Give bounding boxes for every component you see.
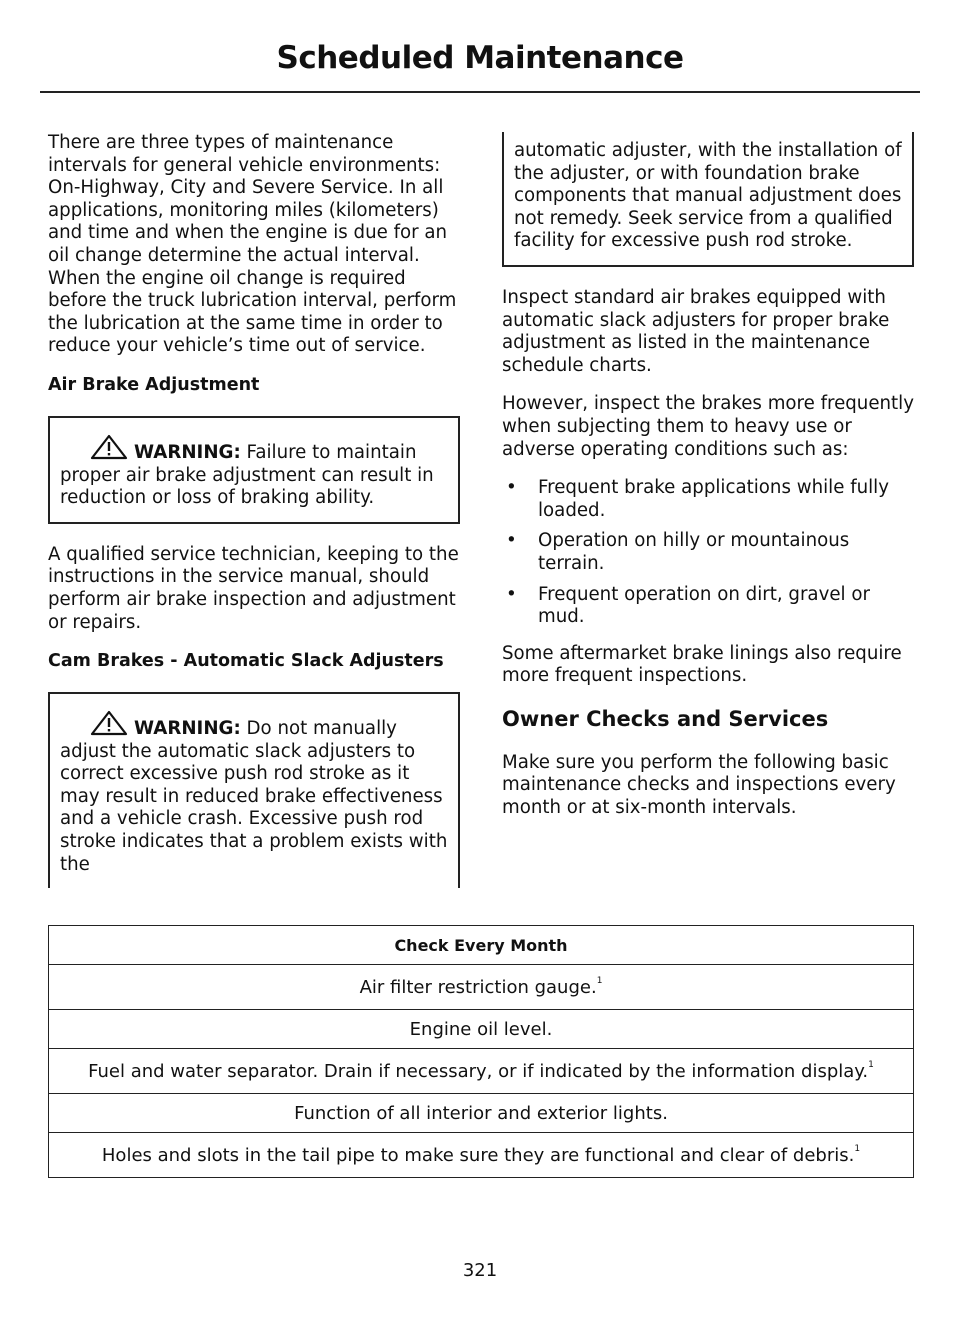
bullet-icon: • — [506, 477, 517, 499]
cam-brakes-heading: Cam Brakes - Automatic Slack Adjusters — [48, 651, 444, 672]
page-number: 321 — [462, 1260, 498, 1281]
list-item: • Operation on hilly or mountainous terrain. — [506, 530, 850, 574]
owner-checks-paragraph: Make sure you perform the following basic maintenance checks and inspections every month or at six-month intervals. — [502, 751, 896, 819]
bullet-icon: • — [506, 583, 517, 605]
table-row: Fuel and water separator. Drain if necessary, or if indicated by the information display.$^1$ — [49, 1049, 914, 1094]
warning-box-slack-adjusters — [48, 692, 460, 888]
air-brake-heading: Air Brake Adjustment — [48, 374, 260, 395]
right-column — [502, 132, 914, 836]
footnote-mark: 1 — [854, 1144, 861, 1154]
intro-paragraph: There are three types of maintenance intervals for general vehicle environments: On-Highway, City and Severe Service. In all applications, monitoring miles (kilometers) and time and when the engine is due for an oil change determine the actual interval. When the engine oil change is required before the truck lubrication interval, perform the lubrication at the same time in order to reduce your vehicle’s time out of service. — [48, 132, 457, 357]
warning-box-air-brake — [48, 416, 460, 524]
warning-text: Do not manually adjust the automatic slack adjusters to correct excessive push rod stroke as it may result in reduced brake effectiveness and a vehicle crash. Excessive push rod stroke indicates that a problem exists with the — [60, 718, 448, 875]
warning-triangle-icon — [90, 434, 128, 460]
frequency-paragraph: However, inspect the brakes more frequently when subjecting them to heavy use or adverse operating conditions such as: — [502, 393, 914, 460]
warning-continued-text: automatic adjuster, with the installation of the adjuster, or with foundation brake components that manual adjustment does not remedy. Seek service from a qualified facility for excessive push rod stroke. — [514, 140, 902, 252]
table-header: Check Every Month — [49, 926, 914, 965]
list-item: • Frequent operation on dirt, gravel or mud. — [506, 583, 870, 628]
owner-checks-heading: Owner Checks and Services — [502, 706, 829, 731]
warning-label: WARNING: — [134, 718, 241, 740]
conditions-list — [502, 477, 914, 629]
table-row: Function of all interior and exterior lights. — [49, 1094, 914, 1133]
inspect-paragraph: Inspect standard air brakes equipped with automatic slack adjusters for proper brake adjustment as listed in the maintenance schedule charts. — [502, 286, 890, 376]
header-divider — [40, 91, 920, 93]
aftermarket-paragraph: Some aftermarket brake linings also require more frequent inspections. — [502, 642, 902, 687]
page-title: Scheduled Maintenance — [276, 40, 684, 76]
technician-paragraph: A qualified service technician, keeping to the instructions in the service manual, should perform air brake inspection and adjustment or repairs. — [48, 543, 459, 633]
warning-box-continued — [502, 132, 914, 267]
list-item: • Frequent brake applications while fully loaded. — [506, 477, 889, 521]
table-row: Engine oil level. — [49, 1010, 914, 1049]
table-row: Holes and slots in the tail pipe to make sure they are functional and clear of debris.$^1$ — [49, 1133, 914, 1178]
left-column — [48, 132, 460, 888]
bullet-icon: • — [506, 530, 517, 552]
warning-triangle-icon — [90, 710, 128, 736]
footnote-mark: 1 — [868, 1060, 874, 1070]
warning-text: Failure to maintain proper air brake adjustment can result in reduction or loss of braking ability. — [60, 441, 434, 509]
warning-label: WARNING: — [134, 441, 241, 463]
table-row: Air filter restriction gauge.$^1$ — [49, 965, 914, 1010]
monthly-checks-table — [48, 925, 914, 1178]
footnote-mark: 1 — [596, 976, 603, 986]
